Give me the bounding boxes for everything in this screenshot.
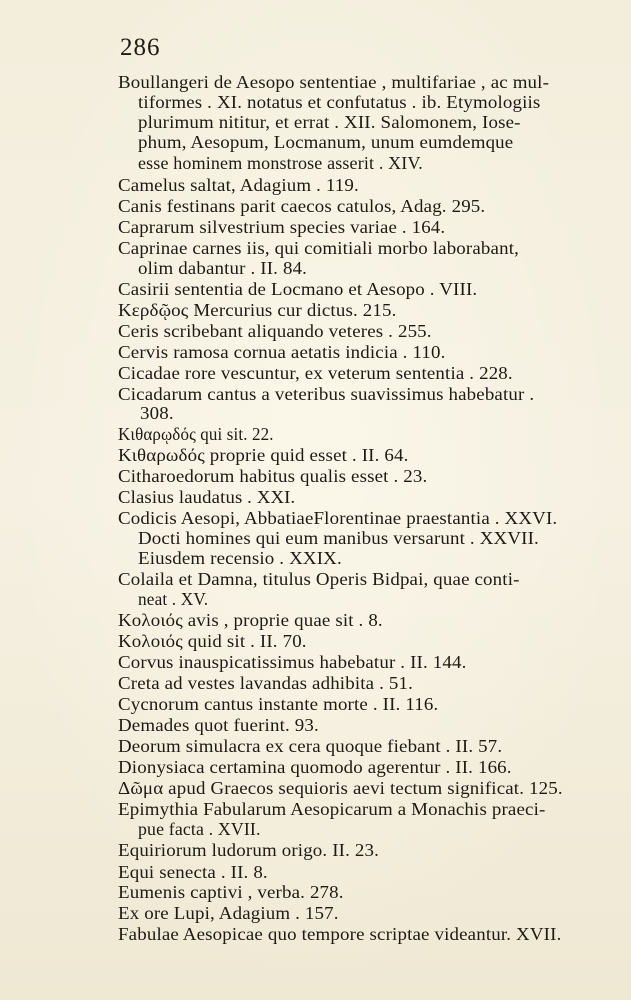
index-entry-line: Cicadae rore vescuntur, ex veterum sententia . 228. bbox=[118, 363, 513, 383]
index-entry-line: Κερδῷος Mercurius cur dictus. 215. bbox=[118, 300, 397, 320]
index-entry-line: Colaila et Damna, titulus Operis Bidpai, quae conti- bbox=[118, 569, 520, 589]
index-entry-line: Ceris scribebant aliquando veteres . 255. bbox=[118, 321, 432, 341]
index-entry-line: 308. bbox=[140, 403, 174, 423]
index-entry-line: Clasius laudatus . XXI. bbox=[118, 487, 296, 507]
index-entry-line: esse hominem monstrose asserit . XIV. bbox=[138, 153, 423, 173]
index-entry-line: pue facta . XVII. bbox=[138, 819, 261, 839]
index-entry-line: Citharoedorum habitus qualis esset . 23. bbox=[118, 466, 428, 486]
index-entry-line: neat . XV. bbox=[138, 589, 209, 609]
index-entry-line: plurimum nititur, et errat . XII. Salomonem, Iose- bbox=[138, 112, 521, 132]
index-entry-line: Boullangeri de Aesopo sententiae , multifariae , ac mul- bbox=[118, 72, 550, 92]
index-entry-line: Caprarum silvestrium species variae . 164. bbox=[118, 217, 446, 237]
index-entry-line: Cicadarum cantus a veteribus suavissimus habebatur . bbox=[118, 384, 535, 404]
index-entry-line: Demades quot fuerint. 93. bbox=[118, 715, 319, 735]
index-entry-line: Ex ore Lupi, Adagium . 157. bbox=[118, 903, 339, 923]
index-entry-line: Eiusdem recensio . XXIX. bbox=[138, 548, 342, 568]
index-entry-line: Creta ad vestes lavandas adhibita . 51. bbox=[118, 673, 413, 693]
index-entry-line: Deorum simulacra ex cera quoque fiebant . II. 57. bbox=[118, 736, 503, 756]
index-entry-line: Codicis Aesopi, AbbatiaeFlorentinae praestantia . XXVI. bbox=[118, 508, 558, 528]
index-entry-line: Κιθαρωδός proprie quid esset . II. 64. bbox=[118, 445, 409, 465]
index-entry-line: Equiriorum ludorum origo. II. 23. bbox=[118, 840, 379, 860]
index-entry-line: Camelus saltat, Adagium . 119. bbox=[118, 175, 359, 195]
index-entry-line: olim dabantur . II. 84. bbox=[138, 258, 308, 278]
index-entry-line: Κολοιός avis , proprie quae sit . 8. bbox=[118, 610, 383, 630]
index-entry-line: Δῶμα apud Graecos sequioris aevi tectum significat. 125. bbox=[118, 778, 563, 798]
index-entry-line: Κιθαρῳδός qui sit. 22. bbox=[118, 424, 274, 444]
index-entry-line: Eumenis captivi , verba. 278. bbox=[118, 882, 344, 902]
index-entry-line: Dionysiaca certamina quomodo agerentur . II. 166. bbox=[118, 757, 512, 777]
index-entry-line: Κολοιός quid sit . II. 70. bbox=[118, 631, 307, 651]
index-entry-line: Docti homines qui eum manibus versarunt . XXVII. bbox=[138, 528, 539, 548]
index-entry-line: Caprinae carnes iis, qui comitiali morbo laborabant, bbox=[118, 238, 520, 258]
index-entry-line: Equi senecta . II. 8. bbox=[118, 862, 268, 882]
index-entry-line: tiformes . XI. notatus et confutatus . ib. Etymologiis bbox=[138, 92, 541, 112]
index-entry-line: Cycnorum cantus instante morte . II. 116. bbox=[118, 694, 439, 714]
index-entry-line: Epimythia Fabularum Aesopicarum a Monachis praeci- bbox=[118, 799, 546, 819]
index-entry-line: Casirii sententia de Locmano et Aesopo . VIII. bbox=[118, 279, 478, 299]
index-entry-line: phum, Aesopum, Locmanum, unum eumdemque bbox=[138, 132, 514, 152]
page-number: 286 bbox=[120, 34, 161, 61]
index-entry-line: Canis festinans parit caecos catulos, Adag. 295. bbox=[118, 196, 486, 216]
index-entry-line: Corvus inauspicatissimus habebatur . II. 144. bbox=[118, 652, 467, 672]
index-entry-line: Cervis ramosa cornua aetatis indicia . 110. bbox=[118, 342, 446, 362]
index-entry-line: Fabulae Aesopicae quo tempore scriptae videantur. XVII. bbox=[118, 924, 562, 944]
